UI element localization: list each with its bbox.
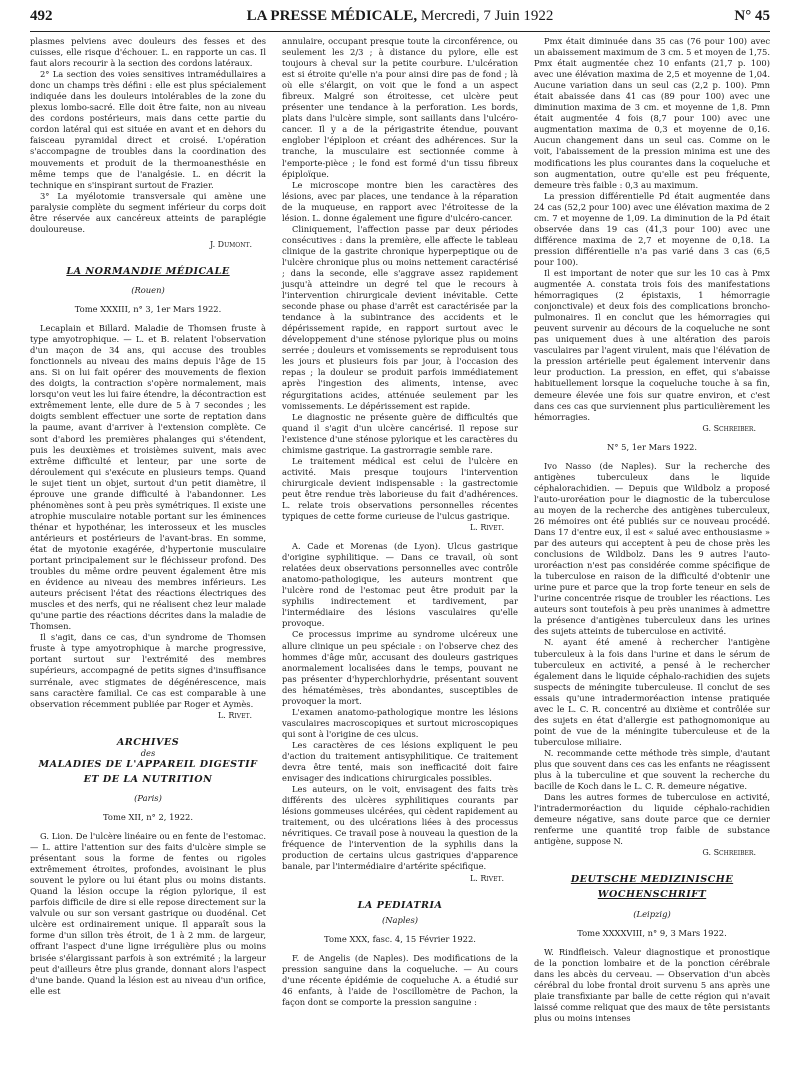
- column-2: [282, 36, 518, 1008]
- section-title: WOCHENSCHRIFT: [597, 889, 707, 901]
- section-place: (Naples): [381, 914, 418, 925]
- paragraph: Les auteurs, on le voit, envisagent des faits très différents des ulcères syphilitiques courants par lésions gommeuses ulcérées, qui cèdent rapidement au traitement, ou des ulcérations liées à des processus névritiques. Ce travail pose à nouveau la question de la fréquence de l'intervention de la syphilis dans la production de certains ulcus gastriques d'apparence banale, par l'intermédiaire d'artérite spécifique.: [282, 784, 518, 872]
- volume-line: Tome XXXXVIII, n° 9, 3 Mars 1922.: [577, 927, 727, 938]
- paragraph: N. recommande cette méthode très simple, d'autant plus que souvent dans ces cas les enfants ne réagissent plus à la tuberculine et que souvent la recherche du bacille de Koch dans le L. C. R. demeure négative.: [534, 747, 770, 792]
- paragraph: N. ayant été amené à rechercher l'antigène tuberculeux à la fois dans l'urine et dans le sérum de tuberculeux en activité, a pensé à le rechercher également dans le liquide céphalo-rachidien des sujets suspects de méningite tuberculeuse. Il conclut de ses essais qu'une intradermoréaction intense pratiquée avec le L. C. R. concentré au dixième et contrôlée sur des sujets en état d'allergie est pathognomonique au point de vue de la méningite tuberculeuse et de la tuberculose miliaire.: [534, 637, 770, 747]
- column-3: [534, 36, 770, 1024]
- paragraph: 3° La myélotomie transversale qui amène une paralysie complète du segment inférieur du corps doit être réservée aux cancéreux atteints de paraplégie douloureuse.: [30, 190, 266, 234]
- paragraph: Le traitement médical est celui de l'ulcère en activité. Mais presque toujours l'intervention chirurgicale devient indispensable : la gastrectomie peut être rendue très laborieuse du fait d'adhérences. L. relate trois observations personnelles récentes typiques de cette forme curieuse de l'ulcus gastrique.: [282, 455, 518, 522]
- page-number: 492: [30, 8, 53, 24]
- page-header: [30, 8, 770, 28]
- section-title: ARCHIVES: [116, 736, 180, 748]
- author-signature: J. Dumont.: [210, 239, 252, 249]
- section-place: (Leipzig): [633, 908, 671, 919]
- header-rule: [30, 31, 770, 32]
- author-signature: L. Rivet.: [469, 873, 504, 883]
- volume-line: Tome XXX, fasc. 4, 15 Février 1922.: [324, 933, 476, 944]
- paragraph: Pmx était diminuée dans 35 cas (76 pour 100) avec un abaissement maximum de 3 cm. 5 et moyen de 1,75. Pmx était augmentée chez 10 enfants (21,7 p. 100) avec une élévation maxima de 2,5 et moyenne de 1,04. Aucune variation dans un seul cas (2,2 p. 100). Pmn était abaissée dans 41 cas (89 pour 100) avec une diminution maxima de 3 cm. et moyenne de 1,8. Pmn était augmentée 4 fois (8,7 pour 100) avec une augmentation maxima de 0,3 et moyenne de 0,16. Aucun changement dans un seul cas. Comme on le voit, l'abaissement de la pression minima est une des modifications les plus courantes dans la coqueluche et son augmentation, outre qu'elle est peu fréquente, demeure très faible : 0,3 au maximum.: [534, 36, 770, 190]
- paragraph: Il s'agit, dans ce cas, d'un syndrome de Thomsen fruste à type amyotrophique à marche progressive, portant surtout sur l'extrémité des membres supérieurs, accompagné de petits signes d'insuffisance surrénale, avec stigmates de dégénérescence, mais sans caractère familial. Ce cas est comparable à une observation récemment publiée par Roger et Aymès.: [30, 632, 266, 709]
- paragraph: 2° La section des voies sensitives intramédullaires a donc un champs très défini : elle est plus spécialement indiquée dans les douleurs intolérables de la zone du plexus lombo-sacré. Elle doit être faite, non au niveau des cordons postérieurs, mais dans cette partie du cordon latéral qui est située en avant et en dehors du faisceau pyramidal direct et croisé. L'opération s'accompagne de troubles dans la coordination des mouvements et produit de la thermoanesthésie en même temps que de l'analgésie. L. en décrit la technique en s'inspirant surtout de Frazier.: [30, 69, 266, 190]
- section-title-connector: des: [140, 747, 156, 758]
- paragraph: Les caractères de ces lésions expliquent le peu d'action du traitement antisyphilitique. Ce traitement devra être tenté, mais son inefficacité doit faire envisager des indications chirurgicales possibles.: [282, 739, 518, 784]
- paragraph: G. Lion. De l'ulcère linéaire ou en fente de l'estomac. — L. attire l'attention sur des faits d'ulcère simple se présentant sous la forme de fentes ou rigoles extrêmement étroites, profondes, avoisinant le plus souvent le pylore ou lui étant plus ou moins distants. Quand la lésion occupe la région pylorique, il est parfois difficile de dire si elle repose directement sur la valvule ou sur son versant gastrique ou duodénal. Cet ulcère est ordinairement unique. Il apparaît sous la forme d'un sillon très étroit, de 1 à 2 mm. de largeur, offrant l'aspect d'une ligne irrégulière plus ou moins brisée s'élargissant parfois à son extrémité ; la largeur peut d'ailleurs être plus grande, donnant alors l'aspect d'une bande. Quand la lésion est au niveau d'un orifice, elle est: [30, 831, 266, 996]
- volume-line: N° 5, 1er Mars 1922.: [607, 441, 697, 452]
- paragraph: L'examen anatomo-pathologique montre les lésions vasculaires macroscopiques et surtout microscopiques qui sont à l'origine de ces ulcus.: [282, 706, 518, 739]
- section-title: LA PEDIATRIA: [357, 899, 443, 911]
- paragraph: A. Cade et Morenas (de Lyon). Ulcus gastrique d'origine syphilitique. — Dans ce travail, où sont relatées deux observations personnelles avec contrôle anatomo-pathologique, les auteurs montrent que l'ulcère rond de l'estomac peut être produit par la syphilis indirectement et tardivement, par l'intermédiaire des lésions vasculaires qu'elle provoque.: [282, 541, 518, 629]
- section-title: ET DE LA NUTRITION: [83, 773, 213, 785]
- issue-date: Mercredi, 7 Juin 1922: [420, 8, 554, 24]
- section-title: LA NORMANDIE MÉDICALE: [66, 265, 230, 277]
- paragraph: Dans les autres formes de tuberculose en activité, l'intradermoréaction du liquide céphalo-rachidien demeure négative, sans doute parce que ce dernier renferme une quantité trop faible de substance antigène, suppose N.: [534, 792, 770, 847]
- section-title: DEUTSCHE MEDIZINISCHE: [570, 874, 734, 886]
- author-signature: G. Schreiber.: [702, 423, 756, 433]
- section-place: (Rouen): [131, 284, 165, 295]
- section-title: MALADIES DE L'APPAREIL DIGESTIF: [38, 758, 258, 770]
- journal-name: LA PRESSE MÉDICALE,: [246, 8, 418, 24]
- paragraph: Ivo Nasso (de Naples). Sur la recherche des antigènes tuberculeux dans le liquide céphalorachidien. — Depuis que Wildbolz a proposé l'auto-uroréation pour le diagnostic de la tuberculose au moyen de la recherche des antigènes tuberculeux, 26 mémoires ont été publiés sur ce nouveau procédé. Dans 17 d'entre eux, il est « salué avec enthousiasme » par des auteurs qui acceptent à peu de chose près les conclusions de Wildbolz. Dans les 9 autres l'auto-uroréaction n'est pas considérée comme spécifique de la tuberculose en raison de la difficulté d'obtenir une urine pure et parce que la trop forte teneur en sels de l'urine concentrée risque de troubler les réactions. Les auteurs sont toutefois à peu près unanimes à admettre la présence d'antigènes tuberculeux dans les urines des sujets atteints de tuberculose en activité.: [534, 460, 770, 637]
- author-signature: L. Rivet.: [217, 710, 252, 720]
- paragraph: Ce processus imprime au syndrome ulcéreux une allure clinique un peu spéciale : on l'observe chez des hommes d'âge mûr, accusant des douleurs gastriques anormalement localisées dans le temps, pouvant ne pas présenter d'hyperchlorhydrie, présentant souvent des hématémèses, très abondantes, susceptibles de provoquer la mort.: [282, 629, 518, 706]
- paragraph: Lecaplain et Billard. Maladie de Thomsen fruste à type amyotrophique. — L. et B. relatent l'observation d'un maçon de 34 ans, qui accuse des troubles fonctionnels au niveau des mains depuis l'âge de 15 ans. Si on lui fait opérer des mouvements de flexion des doigts, la contraction s'opère normalement, mais lorsqu'on veut les lui faire étendre, la décontraction est extrêmement lente, elle dure de 5 à 7 secondes ; les doigts semblent effectuer une sorte de reptation dans la paume, avant d'arriver à l'extension complète. Ce sont d'abord les premières phalanges qui s'étendent, puis les deuxièmes et troisièmes suivent, mais avec extrême difficulté et lenteur, par une sorte de déroulement qui s'exécute en plusieurs temps. Quand le sujet tient un objet, surtout d'un petit diamètre, il éprouve une grande difficulté à l'abandonner. Les phénomènes sont à peu près symétriques. Il existe une atrophie musculaire notable portant sur les éminences thénar et hypothénar, les interosseux et les muscles antérieurs et postérieurs de l'avant-bras. En somme, état de myotonie exagérée, d'hypertonie musculaire portant principalement sur le fléchisseur profond. Des troubles du même ordre peuvent également être mis en évidence au niveau des membres inférieurs. Les auteurs précisent l'état des réactions électriques des muscles et des nerfs, qui ne réalisent chez leur malade qu'une partie des réactions décrites dans la maladie de Thomsen.: [30, 323, 266, 632]
- paragraph: Le diagnostic ne présente guère de difficultés que quand il s'agit d'un ulcère cancérisé. Il repose sur l'existence d'une sténose pylorique et les caractères du chimisme gastrique. La gastrorragie semble rare.: [282, 411, 518, 455]
- paragraph: Cliniquement, l'affection passe par deux périodes consécutives : dans la première, elle affecte le tableau clinique de la gastrite chronique hyperpeptique ou de l'ulcère chronique plus ou moins nettement caractérisé ; dans la seconde, elle s'aggrave assez rapidement jusqu'à atteindre un degré tel que le recours à l'intervention chirurgicale devient inévitable. Cette seconde phase ou phase d'arrêt est caractérisée par la tendance à la subintrance des accidents et le dépérissement rapide, en rapport surtout avec le développement d'une sténose pylorique plus ou moins serrée ; douleurs et vomissements se reproduisent tous les jours et plusieurs fois par jour, à l'occasion des repas ; la douleur se produit parfois immédiatement après l'ingestion des aliments, intense, avec régurgitations acides, atténuée seulement par les vomissements. Le dépérissement est rapide.: [282, 223, 518, 411]
- section-place: (Paris): [134, 792, 162, 803]
- author-signature: G. Schreiber.: [702, 848, 756, 858]
- paragraph: plasmes pelviens avec douleurs des fesses et des cuisses, elle risque d'échouer. L. en rapporte un cas. Il faut alors recourir à la section des cordons latéraux.: [30, 36, 266, 69]
- paragraph: La pression différentielle Pd était augmentée dans 24 cas (52,2 pour 100) avec une élévation maxima de 2 cm. 7 et moyenne de 1,09. La diminution de la Pd était observée dans 19 cas (41,3 pour 100) avec une différence maxima de 2,7 et moyenne de 0,18. La pression différentielle n'a pas varié dans 3 cas (6,5 pour 100).: [534, 190, 770, 267]
- paragraph: Le microscope montre bien les caractères des lésions, avec par places, une tendance à la réparation de la muqueuse, en rapport avec l'étroitesse de la lésion. L. donne également une figure d'ulcéro-cancer.: [282, 179, 518, 223]
- author-signature: L. Rivet.: [469, 523, 504, 533]
- paragraph: F. de Angelis (de Naples). Des modifications de la pression sanguine dans la coqueluche. — Au cours d'une récente épidémie de coqueluche A. a étudié sur 46 enfants, à l'aide de l'oscillomètre de Pachon, la façon dont se comporte la pression sanguine :: [282, 952, 518, 1007]
- column-1: [30, 36, 266, 997]
- paragraph: annulaire, occupant presque toute la circonférence, ou seulement les 2/3 ; à distance du pylore, elle est toujours à cheval sur la petite courbure. L'ulcération est si étroite qu'elle n'a pour ainsi dire pas de fond ; là où elle s'élargit, on voit que le fond a un aspect fibreux. Malgré son étroitesse, cet ulcère peut présenter une tendance à la perforation. Les bords, plats dans l'ulcère simple, sont saillants dans l'ulcéro-cancer. Il y a de la périgastrite étendue, pouvant englober l'épiploon et créant des adhérences. Sur la tranche, la musculaire est sectionnée comme à l'emporte-pièce ; le fond est formé d'un tissu fibreux épiploïque.: [282, 36, 518, 179]
- journal-title: [30, 8, 770, 25]
- paragraph: Il est important de noter que sur les 10 cas à Pmx augmentée A. constata trois fois des manifestations hémorragiques (2 épistaxis, 1 hémorragie conjonctivale) et deux fois des complications broncho-pulmonaires. Il en conclut que les hémorragies qui peuvent survenir au décours de la coqueluche ne sont pas uniquement dues à une altération des parois vasculaires par l'agent virulent, mais que l'élévation de la pression artérielle peut également intervenir dans leur production. La pression, en effet, qui s'abaisse habituellement lorsque la coqueluche touche à sa fin, demeure élevée une fois sur quatre environ, et c'est dans ces cas que surviennent plus particulièrement les hémorragies.: [534, 267, 770, 422]
- issue-number: N° 45: [734, 8, 770, 24]
- paragraph: W. Rindfleisch. Valeur diagnostique et pronostique de la ponction lombaire et de la ponction cérébrale dans les abcès du cerveau. — Observation d'un abcès cérébral du lobe frontal droit survenu 5 ans après une plaie transfixiante par balle de cette région qui n'avait laissé comme reliquat que des maux de tête persistants plus ou moins intenses: [534, 946, 770, 1023]
- volume-line: Tome XXXIII, n° 3, 1er Mars 1922.: [74, 303, 222, 314]
- volume-line: Tome XII, n° 2, 1922.: [103, 811, 193, 822]
